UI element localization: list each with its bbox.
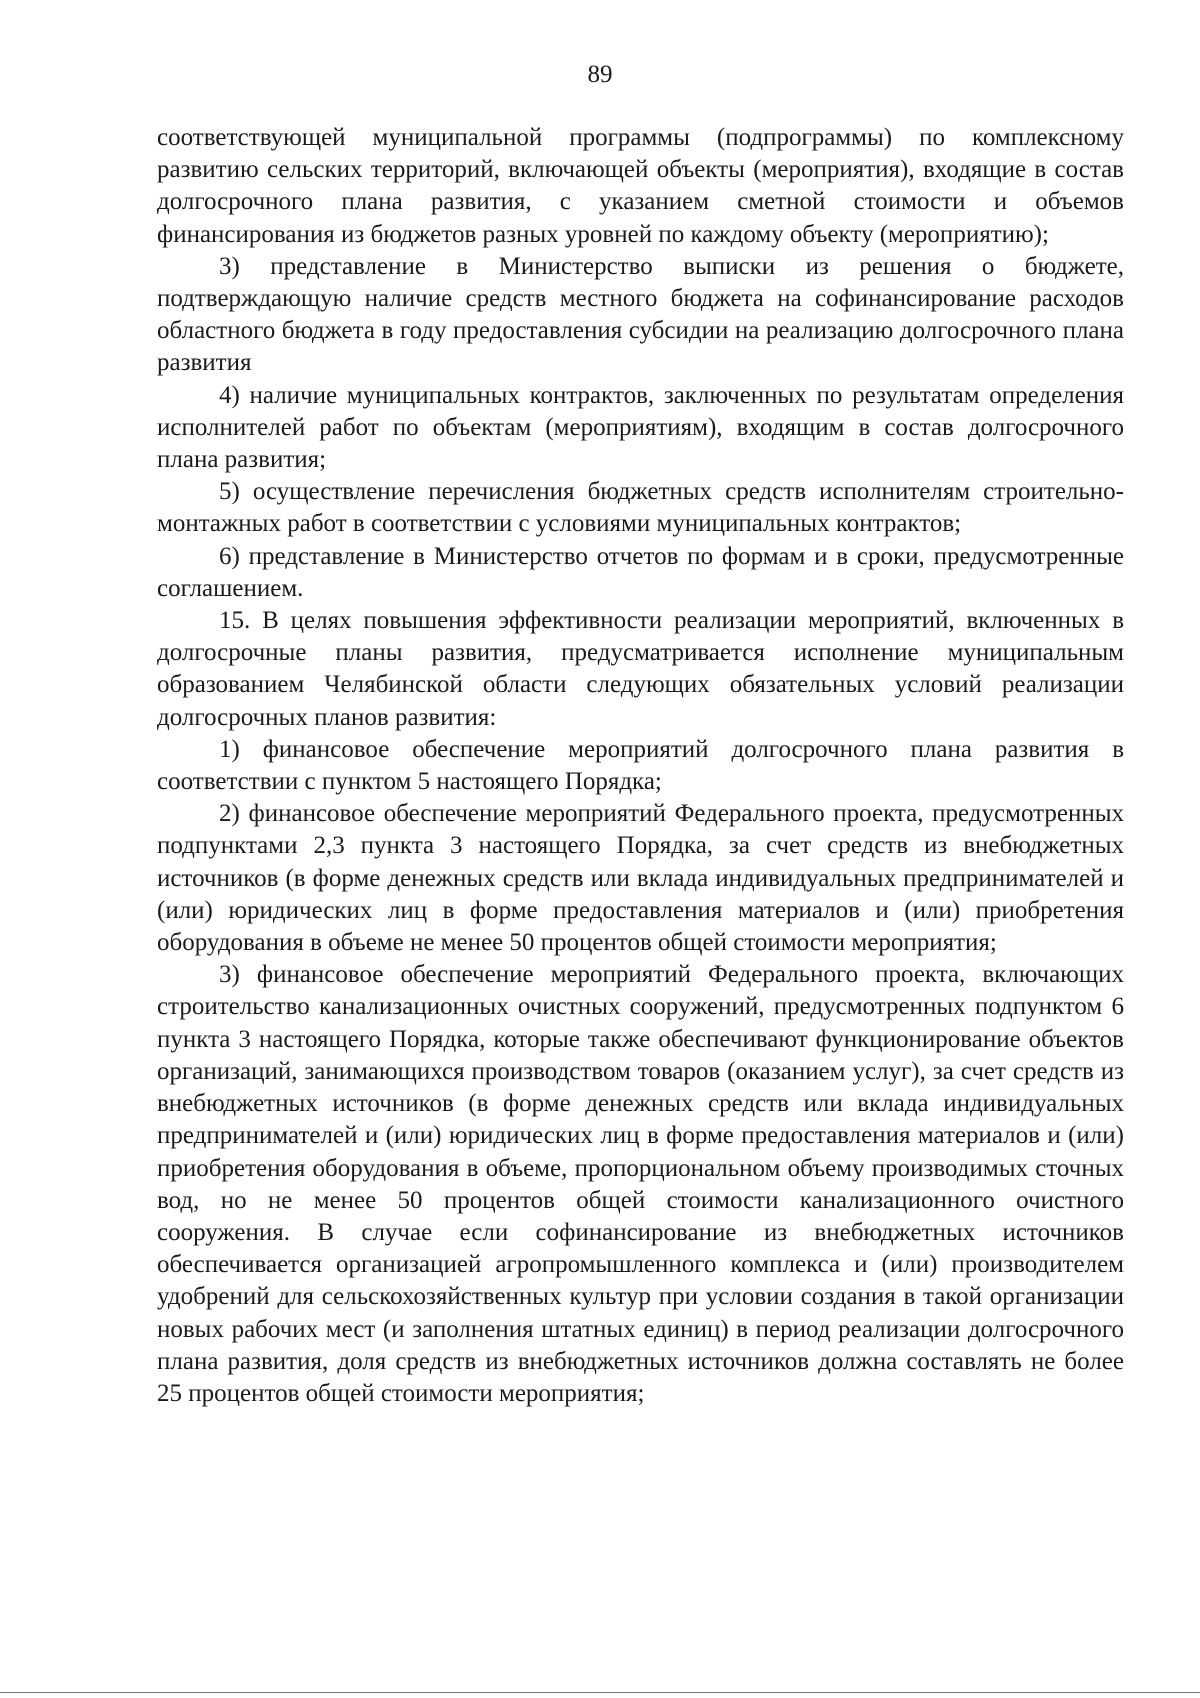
paragraph-section-15: 15. В целях повышения эффективности реализации мероприятий, включенных в долгосрочные планы развития, предусматривается исполнение муниципальным образованием Челябинской области следующих обязательных условий реализации долгосрочных планов развития: bbox=[157, 607, 1124, 731]
paragraph-subitem-1: 1) финансовое обеспечение мероприятий долгосрочного плана развития в соответствии с пунктом 5 настоящего Порядка; bbox=[157, 735, 1124, 796]
paragraph-subitem-2: 2) финансовое обеспечение мероприятий Федерального проекта, предусмотренных подпунктами 2,3 пункта 3 настоящего Порядка, за счет средств из внебюджетных источников (в форме денежных средств или вклада индивидуальных предпринимателей и (или) юридических лиц в форме предоставления материалов и (или) приобретения оборудования в объеме не менее 50 процентов общей стоимости мероприятия; bbox=[157, 800, 1124, 957]
paragraph-item-3: 3) представление в Министерство выписки из решения о бюджете, подтверждающую наличие средств местного бюджета на софинансирование расходов областного бюджета в году предоставления субсидии на реализацию долгосрочного плана развития bbox=[157, 252, 1124, 377]
paragraph-item-6: 6) представление в Министерство отчетов по формам и в сроки, предусмотренные соглашением. bbox=[157, 542, 1124, 602]
page-bottom-rule bbox=[0, 1692, 1200, 1693]
document-body bbox=[157, 122, 1124, 1410]
page-number: 89 bbox=[587, 61, 613, 88]
paragraph-item-5: 5) осуществление перечисления бюджетных средств исполнителям строительно-монтажных работ в соответствии с условиями муниципальных контрактов; bbox=[157, 478, 1124, 538]
paragraph-item-4: 4) наличие муниципальных контрактов, заключенных по результатам определения исполнителей работ по объектам (мероприятиям), входящим в состав долгосрочного плана развития; bbox=[157, 381, 1124, 474]
paragraph-continuation: соответствующей муниципальной программы (подпрограммы) по комплексному развитию сельских территорий, включающей объекты (мероприятия), входящие в состав долгосрочного плана развития, с указанием сметной стоимости и объемов финансирования из бюджетов разных уровней по каждому объекту (мероприятию); bbox=[157, 124, 1124, 248]
paragraph-subitem-3: 3) финансовое обеспечение мероприятий Федерального проекта, включающих строительство канализационных очистных сооружений, предусмотренных подпунктом 6 пункта 3 настоящего Порядка, которые также обеспечивают функционирование объектов организаций, занимающихся производством товаров (оказанием услуг), за счет средств из внебюджетных источников (в форме денежных средств или вклада индивидуальных предпринимателей и (или) юридических лиц в форме предоставления материалов и (или) приобретения оборудования в объеме, пропорциональном объему производимых сточных вод, но не менее 50 процентов общей стоимости канализационного очистного сооружения. В случае если софинансирование из внебюджетных источников обеспечивается организацией агропромышленного комплекса и (или) производителем удобрений для сельскохозяйственных культур при условии создания в такой организации новых рабочих мест (и заполнения штатных единиц) в период реализации долгосрочного плана развития, доля средств из внебюджетных источников должна составлять не более 25 процентов общей стоимости мероприятия; bbox=[157, 961, 1124, 1407]
